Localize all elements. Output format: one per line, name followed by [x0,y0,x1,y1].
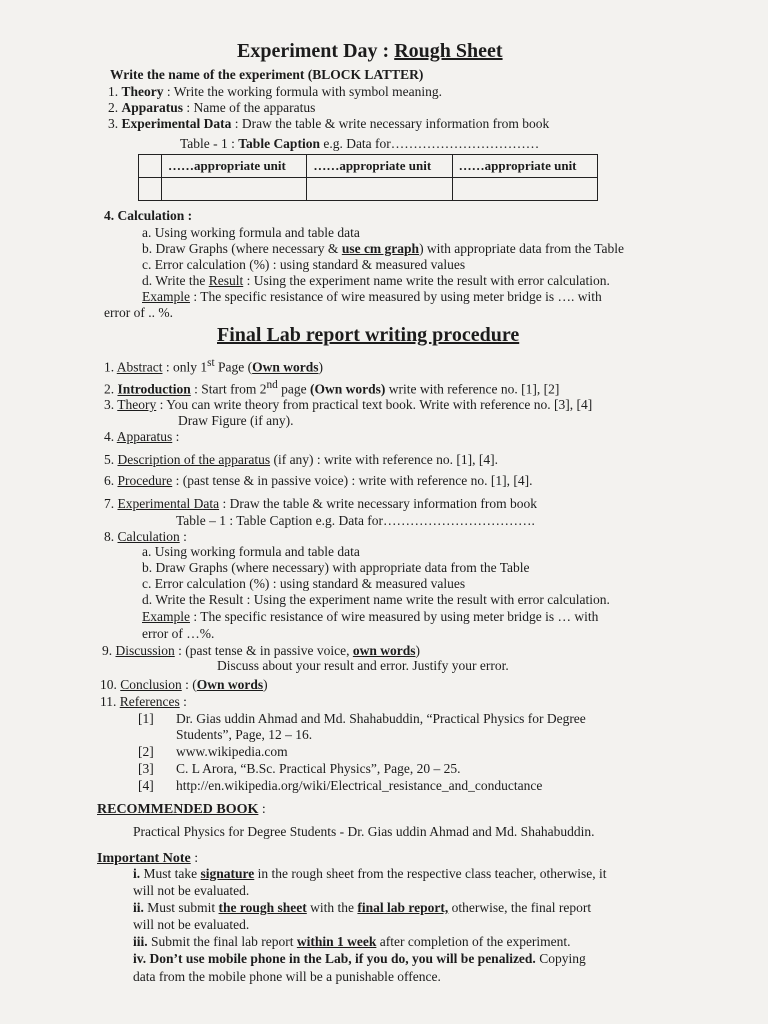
rough-intro: Write the name of the experiment (BLOCK LATTER) [110,67,424,82]
final-calc-c: c. Error calculation (%) : using standard & measured values [142,576,466,591]
item-text: : Write the working formula with symbol meaning. [163,84,443,99]
example-text: : The specific resistance of wire measured by using meter bridge is … with [189,609,599,624]
note-text: with the [306,900,358,915]
reference-text: Students”, Page, 12 – 16. [176,727,313,742]
item-text: ) [318,359,324,375]
item-heading: References [119,694,180,709]
final-item-description [104,453,498,467]
item-number: 2. [108,100,122,115]
final-item-abstract [104,358,323,374]
theory-sub: Draw Figure (if any). [178,413,294,428]
note-emphasis: the rough sheet [218,900,307,915]
recommended-label: RECOMMENDED BOOK [97,802,259,817]
page-title [237,41,503,61]
reference-number: [3] [138,761,154,776]
item-text: : Draw the table & write necessary information from book [231,116,550,131]
final-item-references [100,695,187,709]
item-text: : (past tense & in passive voice) : write with reference no. [1], [4]. [172,473,533,488]
final-calc-b: b. Draw Graphs (where necessary) with appropriate data from the Table [142,560,530,575]
item-heading: Conclusion [120,677,182,692]
calc-b-underlined: use cm graph [341,241,420,256]
table-header: ……appropriate unit [307,155,452,178]
note-colon: : [190,851,199,866]
recommended-colon: : [258,802,266,817]
final-item-introduction [104,380,559,396]
table-header-row [139,155,598,178]
item-text: : You can write theory from practical text book. Write with reference no. [3], [4] [156,397,593,412]
item-text: : Draw the table & write necessary information from book [219,496,537,511]
rough-item-theory [108,85,442,99]
note-item-4 [133,952,586,966]
rough-item-calculation: 4. Calculation : [104,208,193,223]
note-item-1 [133,867,607,881]
rough-item-apparatus [108,101,315,115]
calc-d-underlined: Result [208,273,244,288]
note-text: Submit the final lab report [147,934,297,949]
item-underlined: Own words [196,677,264,692]
example-text: : The specific resistance of wire measured by using meter bridge is …. with [189,289,602,304]
item-text: ) [415,643,420,658]
item-number: 2. [104,381,118,397]
item-heading: Theory [117,397,157,412]
calc-c: c. Error calculation (%) : using standard & measured values [142,257,466,272]
table-cell [139,178,162,201]
discussion-sub: Discuss about your result and error. Justify your error. [217,658,509,673]
final-item-conclusion [100,678,268,692]
superscript: nd [266,379,278,391]
item-number: 8. [104,529,118,544]
item-number: 4. [104,429,117,444]
item-heading: Calculation [117,529,180,544]
rough-example-cont: error of .. %. [104,305,173,320]
final-item-calculation [104,530,187,544]
note-text: in the rough sheet from the respective class teacher, otherwise, it [254,866,607,881]
table-caption [180,137,539,151]
calc-b-rest: ) with appropriate data from the Table [419,241,625,256]
note-emphasis: iv. Don’t use mobile phone in the Lab, if you do, you will be penalized. [133,951,536,966]
item-number: 11. [100,694,120,709]
item-text: : [172,429,180,444]
item-text: ) [263,677,268,692]
title-underlined: Rough Sheet [394,40,503,62]
item-number: 3. [104,397,118,412]
recommended-text: Practical Physics for Degree Students - Dr. Gias uddin Ahmad and Md. Shahabuddin. [133,824,595,839]
table-cell [162,178,307,201]
item-heading: Discussion [115,643,175,658]
final-item-data [104,497,537,511]
title-prefix: Experiment Day : [237,40,395,62]
reference-number: [4] [138,778,154,793]
item-underlined: own words [352,643,416,658]
caption-label: Table - 1 : [180,136,239,151]
calc-d [142,274,610,288]
item-number: 7. [104,496,118,511]
reference-text: www.wikipedia.com [176,744,288,759]
item-text: (if any) : write with reference no. [1], [4]. [270,452,498,467]
reference-text: Dr. Gias uddin Ahmad and Md. Shahabuddin, “Practical Physics for Degree [176,711,586,726]
final-calc-d: d. Write the Result : Using the experiment name write the result with error calculation. [142,592,610,607]
final-report-heading: Final Lab report writing procedure [217,324,520,346]
calc-a: a. Using working formula and table data [142,225,360,240]
note-label: Important Note [97,851,191,866]
rough-item-data [108,117,549,131]
reference-number: [1] [138,711,154,726]
table-row [139,178,598,201]
note-item-3 [133,935,571,949]
reference-text: C. L Arora, “B.Sc. Practical Physics”, Page, 20 – 25. [176,761,461,776]
item-number: 1. [104,359,117,375]
item-heading: Description of the apparatus [117,452,271,467]
note-text: after completion of the experiment. [376,934,571,949]
item-text: page [277,381,311,397]
item-text: : (past tense & in passive voice, [174,643,353,658]
table-cell [452,178,597,201]
calc-d-rest: : Using the experiment name write the result with error calculation. [243,273,610,288]
final-example-cont: error of …%. [142,626,215,641]
final-item-apparatus [104,430,179,444]
rough-example [142,290,602,304]
note-item-2-cont: will not be evaluated. [133,917,250,932]
note-number: ii. [133,900,144,915]
final-example [142,610,598,624]
reference-number: [2] [138,744,154,759]
table-cell [307,178,452,201]
superscript: st [207,357,215,369]
item-number: 6. [104,473,118,488]
table-header: ……appropriate unit [452,155,597,178]
item-text: : Start from 2 [190,381,267,397]
note-emphasis: within 1 week [296,934,377,949]
caption-text: e.g. Data for…………………………… [319,136,540,151]
item-bold: (Own words) [310,381,386,397]
note-item-4-cont: data from the mobile phone will be a punishable offence. [133,969,441,984]
example-label: Example [142,289,190,304]
item-heading: Apparatus [121,100,184,115]
item-heading: Experimental Data [121,116,232,131]
note-text: otherwise, the final report [448,900,592,915]
caption-bold: Table Caption [238,136,320,151]
table-cell [139,155,162,178]
item-number: 5. [104,452,118,467]
item-text: : Name of the apparatus [183,100,316,115]
item-heading: Experimental Data [117,496,220,511]
item-heading: Theory [121,84,164,99]
item-heading: Introduction [117,381,191,397]
item-heading: Procedure [117,473,173,488]
data-sub: Table – 1 : Table Caption e.g. Data for……………………………. [176,513,535,528]
item-text: : [179,529,187,544]
item-text: : [179,694,187,709]
note-emphasis: signature [200,866,255,881]
note-item-1-cont: will not be evaluated. [133,883,250,898]
calc-b-text: b. Draw Graphs (where necessary & [142,241,342,256]
note-emphasis: final lab report, [357,900,449,915]
note-heading [97,852,198,866]
item-underlined: Own words [252,359,319,375]
calc-d-text: d. Write the [142,273,209,288]
item-text: : ( [181,677,197,692]
calc-b [142,242,624,256]
final-calc-a: a. Using working formula and table data [142,544,360,559]
final-item-theory [104,398,592,412]
final-item-discussion [102,644,420,658]
note-number: iii. [133,934,148,949]
note-text: Must take [140,866,201,881]
note-text: Must submit [143,900,219,915]
item-heading: Abstract [116,359,163,375]
item-number: 1. [108,84,122,99]
item-text: : only 1 [162,359,208,375]
example-label: Example [142,609,190,624]
note-number: i. [133,866,141,881]
item-text: Page ( [214,359,253,375]
item-heading: Apparatus [116,429,173,444]
table-header: ……appropriate unit [162,155,307,178]
final-item-procedure [104,474,532,488]
item-number: 9. [102,643,116,658]
note-item-2 [133,901,591,915]
item-text: write with reference no. [1], [2] [385,381,560,397]
item-number: 3. [108,116,122,131]
reference-text: http://en.wikipedia.org/wiki/Electrical_resistance_and_conductance [176,778,543,793]
data-table [138,154,598,201]
item-number: 10. [100,677,121,692]
recommended-heading [97,803,266,817]
note-text: Copying [535,951,586,966]
